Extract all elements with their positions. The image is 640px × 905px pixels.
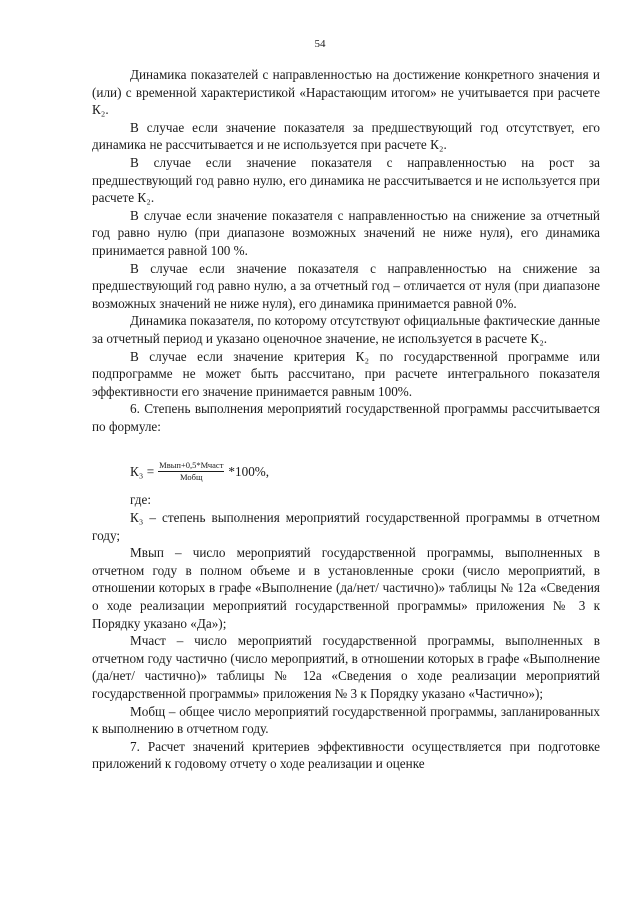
paragraph: В случае если значение показателя с направленностью на снижение за отчетный год равно нулю (при диапазоне возможных значений не ниже нуля), его динамика принимается равной 100 %. xyxy=(92,207,600,258)
paragraph: В случае если значение показателя за предшествующий год отсутствует, его динамика не рассчитывается и не используется при расчете К₂. xyxy=(92,119,600,153)
definition: Mвып – число мероприятий государственной программы, выполненных в отчетном году в полном объеме и в установленные сроки (число мероприятий, в отношении которых в графе «Выполнение (да/нет/ частично)» таблицы № 12а «Сведения о ходе реализации мероприятий государственной программы» приложения № 3 к Порядку указано «Да»); xyxy=(92,545,600,631)
paragraph: 7. Расчет значений критериев эффективности осуществляется при подготовке приложений к годовому отчету о ходе реализации и оценке xyxy=(92,738,600,772)
where-label: где: xyxy=(130,492,151,508)
definition: Mчаст – число мероприятий государственной программы, выполненных в отчетном году частично (число мероприятий, в отношении которых в графе «Выполнение (да/нет/ частично)» таблицы № 12а «Сведения о ходе реализации мероприятий государственной программы» приложения № 3 к Порядку указано «Частично»); xyxy=(92,633,600,701)
formula-numerator: Мвып+0,5*Мчаст xyxy=(159,459,224,470)
formula-tail: *100%, xyxy=(228,463,270,479)
page-number: 54 xyxy=(314,38,326,50)
formula-k3 xyxy=(130,457,600,485)
paragraph: 6. Степень выполнения мероприятий государственной программы рассчитывается по формуле: xyxy=(92,401,600,434)
formula-lhs: К₃ = xyxy=(130,463,155,479)
page-body xyxy=(92,66,600,773)
definition: Mобщ – общее число мероприятий государственной программы, запланированных к выполнению в отчетном году. xyxy=(92,703,600,737)
formula-denominator: Мобщ xyxy=(180,471,203,482)
paragraph: В случае если значение показателя с направленностью на рост за предшествующий год равно нулю, его динамика не рассчитывается и не используется при расчете К₂. xyxy=(92,154,600,206)
paragraph: Динамика показателя, по которому отсутствуют официальные фактические данные за отчетный период и указано оценочное значение, не используется в расчете К₂. xyxy=(92,313,600,346)
formula-fraction xyxy=(158,460,224,483)
paragraph: В случае если значение критерия К₂ по государственной программе или подпрограмме не может быть рассчитано, при расчете интегрального показателя эффективности его значение принимается равным 100%. xyxy=(92,348,600,399)
paragraph: В случае если значение показателя с направленностью на снижение за предшествующий год равно нулю, а за отчетный год – отличается от нуля (при диапазоне возможных значений не ниже нуля), его динамика принимается равной 0%. xyxy=(92,260,600,311)
paragraph: Динамика показателей с направленностью на достижение конкретного значения и (или) с временной характеристикой «Нарастающим итогом» не учитывается при расчете К₂. xyxy=(92,67,600,118)
definition: К₃ – степень выполнения мероприятий государственной программы в отчетном году; xyxy=(92,510,600,543)
